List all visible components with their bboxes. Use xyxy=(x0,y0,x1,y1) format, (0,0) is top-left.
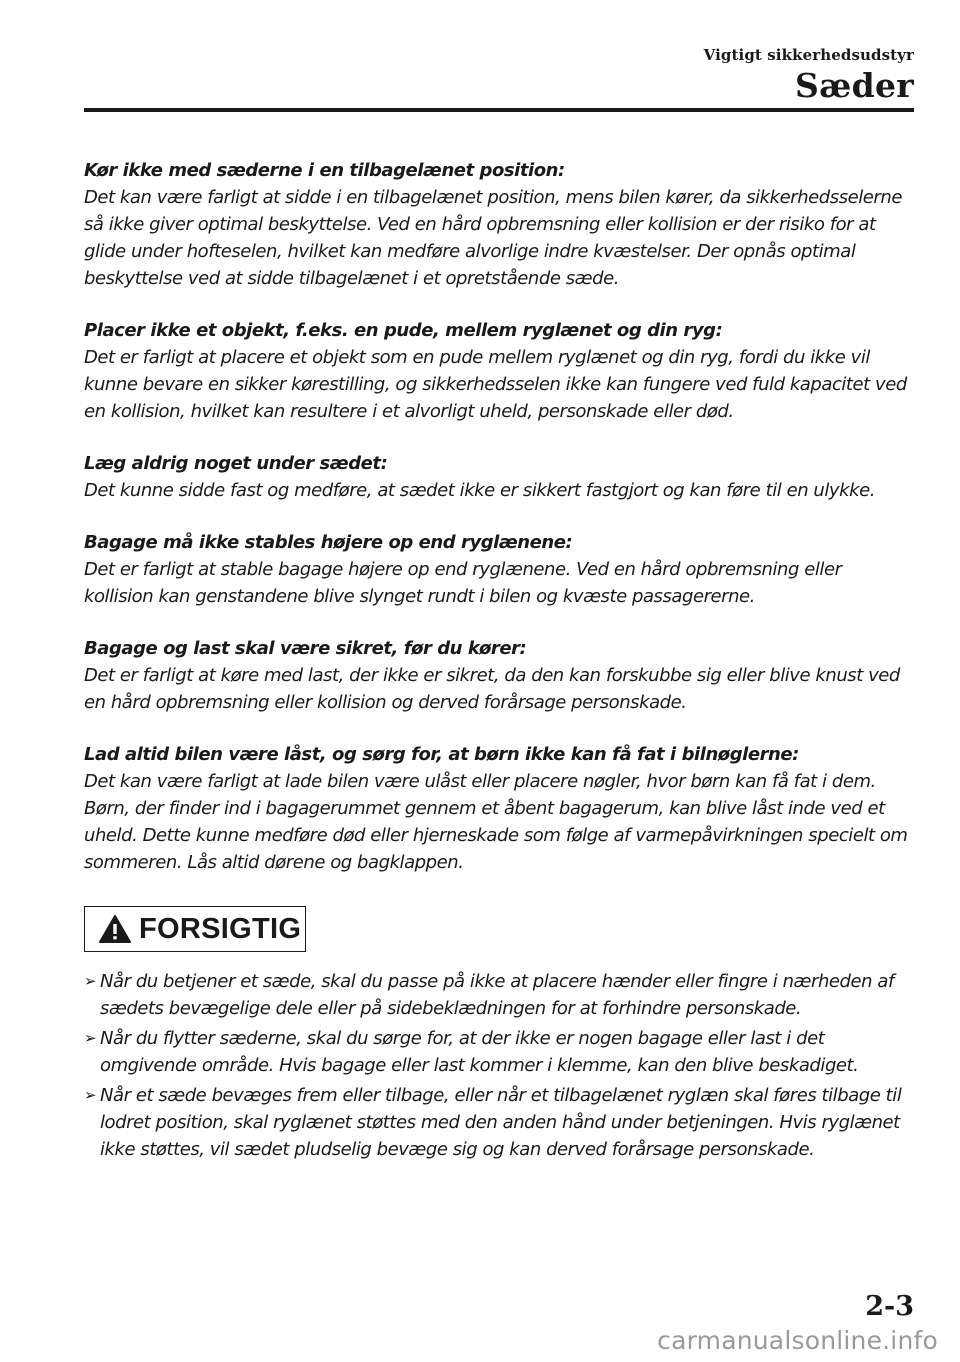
warning-block xyxy=(84,529,914,610)
warning-block xyxy=(84,635,914,716)
warning-block xyxy=(84,157,914,292)
arrow-bullet-icon: ➢ xyxy=(84,1086,97,1104)
warning-block xyxy=(84,450,914,504)
arrow-bullet-icon: ➢ xyxy=(84,972,97,990)
warning-text: Det er farligt at placere et objekt som en pude mellem ryglænet og din ryg, fordi du ikke vil kunne bevare en sikker kørestilling, og sikkerhedsselen ikke kan fungere ved fuld kapacitet ved en kollision, hvilket kan resultere i et alvorligt uheld, personskade eller død. xyxy=(84,347,907,422)
warning-text: Det kan være farligt at sidde i en tilbagelænet position, mens bilen kører, da sikkerhedsselerne så ikke giver optimal beskyttelse. Ved en hård opbremsning eller kollision er der risiko for at glide under hofteselen, hvilket kan medføre alvorlige indre kvæstelser. Der opnås optimal beskyttelse ved at sidde tilbagelænet i et opretstående sæde. xyxy=(84,187,902,289)
warning-heading: Læg aldrig noget under sædet: xyxy=(84,453,388,474)
warning-heading: Bagage må ikke stables højere op end ryglænene: xyxy=(84,532,573,553)
page-title: Sæder xyxy=(795,66,914,105)
caution-label-box xyxy=(84,906,306,952)
warning-text: Det er farligt at køre med last, der ikke er sikret, da den kan forskubbe sig eller blive knust ved en hård opbremsning eller kollision og derved forårsage personskade. xyxy=(84,665,900,713)
warning-content xyxy=(84,157,914,901)
caution-list xyxy=(84,968,914,1166)
warning-text: Det kan være farligt at lade bilen være ulåst eller placere nøgler, hvor børn kan få fat i dem. Børn, der finder ind i bagagerummet gennem et åbent bagagerum, kan blive låst inde ved et uheld. Dette kunne medføre død eller hjerneskade som følge af varmepåvirkningen specielt om sommeren. Lås altid dørene og bagklappen. xyxy=(84,771,908,873)
arrow-bullet-icon: ➢ xyxy=(84,1029,97,1047)
warning-text: Det er farligt at stable bagage højere op end ryglænene. Ved en hård opbremsning eller kollision kan genstandene blive slynget rundt i bilen og kvæste passagererne. xyxy=(84,559,842,607)
watermark: carmanualsonline.info xyxy=(657,1326,938,1355)
caution-text: Når et sæde bevæges frem eller tilbage, eller når et tilbagelænet ryglæn skal føres tilbage til lodret position, skal ryglænet støttes med den anden hånd under betjeningen. Hvis ryglænet ikke støttes, vil sædet pludselig bevæge sig og kan derved forårsage personskade. xyxy=(100,1085,902,1160)
warning-block xyxy=(84,741,914,876)
page-number: 2-3 xyxy=(865,1291,914,1322)
list-item xyxy=(84,1082,914,1163)
caution-label: FORSIGTIG xyxy=(139,912,302,945)
list-item xyxy=(84,968,914,1022)
warning-heading: Bagage og last skal være sikret, før du kører: xyxy=(84,638,527,659)
warning-block xyxy=(84,317,914,425)
warning-triangle-icon xyxy=(98,914,132,944)
section-heading: Vigtigt sikkerhedsudstyr xyxy=(703,46,914,64)
caution-text: Når du flytter sæderne, skal du sørge for, at der ikke er nogen bagage eller last i det omgivende område. Hvis bagage eller last kommer i klemme, kan den blive beskadiget. xyxy=(100,1028,859,1076)
warning-text: Det kunne sidde fast og medføre, at sædet ikke er sikkert fastgjort og kan føre til en ulykke. xyxy=(84,480,875,501)
header-divider xyxy=(84,108,914,112)
warning-heading: Kør ikke med sæderne i en tilbagelænet position: xyxy=(84,160,565,181)
caution-text: Når du betjener et sæde, skal du passe på ikke at placere hænder eller fingre i nærheden af sædets bevægelige dele eller på sidebeklædningen for at forhindre personskade. xyxy=(100,971,894,1019)
warning-heading: Placer ikke et objekt, f.eks. en pude, mellem ryglænet og din ryg: xyxy=(84,320,723,341)
list-item xyxy=(84,1025,914,1079)
warning-heading: Lad altid bilen være låst, og sørg for, at børn ikke kan få fat i bilnøglerne: xyxy=(84,744,799,765)
